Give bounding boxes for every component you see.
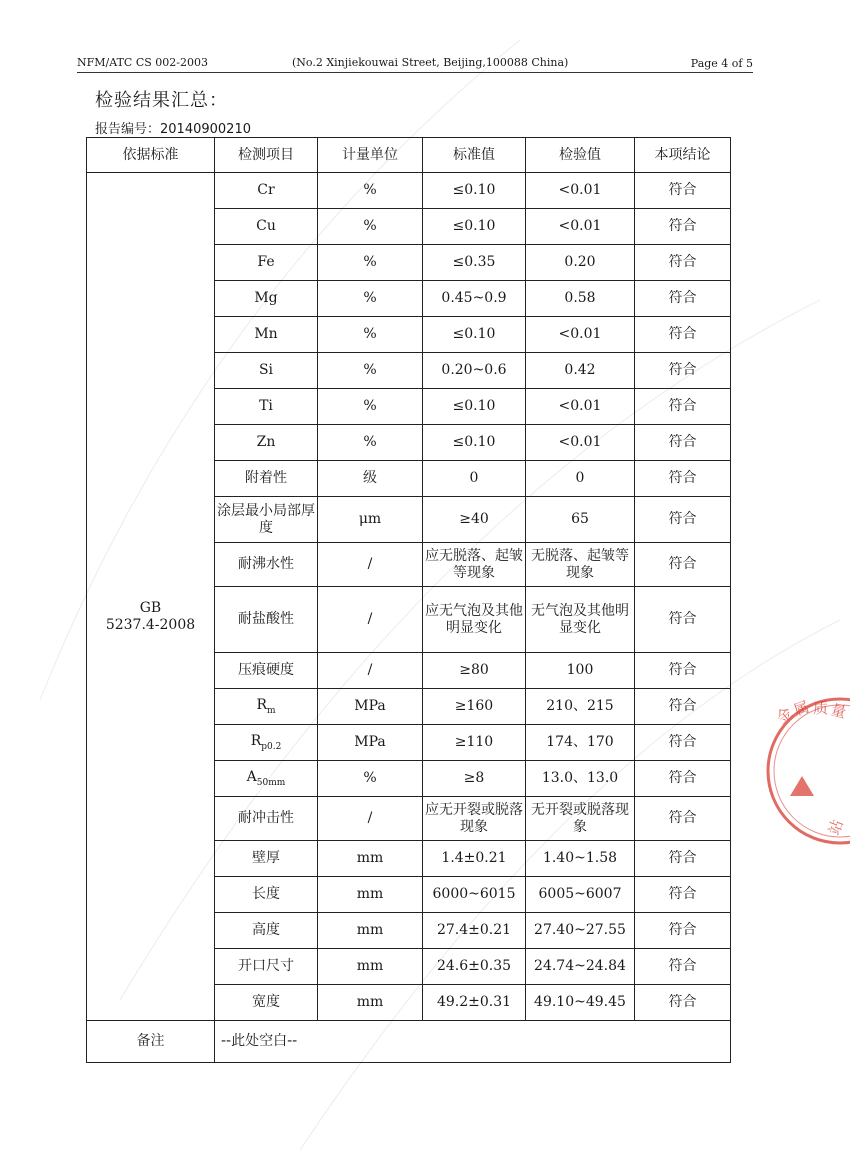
cell-test-value: 无气泡及其他明显变化: [526, 587, 635, 653]
cell-standard-value: 27.4±0.21: [423, 913, 526, 949]
cell-conclusion: 符合: [635, 689, 731, 725]
cell-item: Mn: [215, 317, 318, 353]
remark-row: [87, 1021, 731, 1063]
cell-unit: %: [318, 425, 423, 461]
cell-item: [215, 689, 318, 725]
item-symbol: A: [246, 768, 257, 785]
cell-test-value: 65: [526, 497, 635, 543]
cell-standard-value: 0.20~0.6: [423, 353, 526, 389]
cell-test-value: <0.01: [526, 317, 635, 353]
cell-unit: %: [318, 761, 423, 797]
cell-unit: %: [318, 281, 423, 317]
cell-unit: %: [318, 353, 423, 389]
cell-unit: mm: [318, 877, 423, 913]
cell-test-value: 无开裂或脱落现象: [526, 797, 635, 841]
cell-conclusion: 符合: [635, 209, 731, 245]
cell-standard-value: 应无脱落、起皱等现象: [423, 543, 526, 587]
cell-item: Si: [215, 353, 318, 389]
svg-text:量: 量: [828, 700, 849, 722]
cell-conclusion: 符合: [635, 877, 731, 913]
col-header-item: 检测项目: [215, 138, 318, 173]
cell-item: [215, 725, 318, 761]
cell-conclusion: 符合: [635, 461, 731, 497]
cell-conclusion: 符合: [635, 281, 731, 317]
cell-standard-value: ≥80: [423, 653, 526, 689]
cell-item: 壁厚: [215, 841, 318, 877]
cell-unit: /: [318, 587, 423, 653]
cell-unit: %: [318, 209, 423, 245]
cell-item: Ti: [215, 389, 318, 425]
standard-line2: 5237.4-2008: [105, 616, 196, 633]
cell-test-value: 0.20: [526, 245, 635, 281]
results-table: [86, 137, 731, 1063]
col-header-test-value: 检验值: [526, 138, 635, 173]
cell-conclusion: 符合: [635, 317, 731, 353]
cell-conclusion: 符合: [635, 543, 731, 587]
svg-text:站: 站: [824, 817, 847, 838]
cell-test-value: 0.58: [526, 281, 635, 317]
cell-item: 开口尺寸: [215, 949, 318, 985]
col-header-unit: 计量单位: [318, 138, 423, 173]
cell-conclusion: 符合: [635, 425, 731, 461]
address: (No.2 Xinjiekouwai Street, Beijing,100088 China): [292, 56, 569, 69]
item-subscript: p0.2: [261, 741, 282, 752]
cell-standard-value: ≤0.35: [423, 245, 526, 281]
cell-conclusion: 符合: [635, 173, 731, 209]
cell-item: 涂层最小局部厚度: [215, 497, 318, 543]
item-symbol: R: [250, 732, 262, 749]
report-number: 报告编号：20140900210: [95, 122, 251, 137]
cell-conclusion: 符合: [635, 949, 731, 985]
cell-standard-value: 应无开裂或脱落现象: [423, 797, 526, 841]
cell-item: Zn: [215, 425, 318, 461]
cell-standard-value: ≤0.10: [423, 425, 526, 461]
svg-text:属: 属: [791, 697, 812, 720]
cell-test-value: <0.01: [526, 389, 635, 425]
cell-test-value: <0.01: [526, 173, 635, 209]
cell-standard-value: 0: [423, 461, 526, 497]
cell-item: Cu: [215, 209, 318, 245]
cell-unit: mm: [318, 949, 423, 985]
cell-unit: MPa: [318, 689, 423, 725]
cell-test-value: 174、170: [526, 725, 635, 761]
cell-standard-value: 24.6±0.35: [423, 949, 526, 985]
cell-test-value: <0.01: [526, 209, 635, 245]
cell-standard-value: 6000~6015: [423, 877, 526, 913]
cell-conclusion: 符合: [635, 353, 731, 389]
cell-conclusion: 符合: [635, 245, 731, 281]
cell-unit: μm: [318, 497, 423, 543]
cell-item: 耐冲击性: [215, 797, 318, 841]
cell-test-value: 0: [526, 461, 635, 497]
cell-unit: %: [318, 389, 423, 425]
cell-standard-value: ≤0.10: [423, 389, 526, 425]
cell-item: 压痕硬度: [215, 653, 318, 689]
cell-test-value: 无脱落、起皱等现象: [526, 543, 635, 587]
cell-standard-value: 49.2±0.31: [423, 985, 526, 1021]
inspection-stamp: [760, 686, 850, 856]
cell-test-value: <0.01: [526, 425, 635, 461]
cell-standard-value: 1.4±0.21: [423, 841, 526, 877]
cell-test-value: 0.42: [526, 353, 635, 389]
cell-conclusion: 符合: [635, 389, 731, 425]
cell-conclusion: 符合: [635, 797, 731, 841]
cell-item: 长度: [215, 877, 318, 913]
cell-unit: mm: [318, 841, 423, 877]
item-subscript: 50mm: [256, 777, 286, 788]
page-number: Page 4 of 5: [690, 57, 753, 70]
document-header: [77, 56, 753, 73]
cell-standard-value: ≥110: [423, 725, 526, 761]
cell-unit: %: [318, 173, 423, 209]
cell-item: 高度: [215, 913, 318, 949]
cell-conclusion: 符合: [635, 985, 731, 1021]
cell-standard-value: ≥40: [423, 497, 526, 543]
cell-unit: /: [318, 797, 423, 841]
table-row: [87, 173, 731, 209]
cell-item: Mg: [215, 281, 318, 317]
cell-standard-value: ≤0.10: [423, 173, 526, 209]
cell-test-value: 13.0、13.0: [526, 761, 635, 797]
cell-item: 耐盐酸性: [215, 587, 318, 653]
cell-unit: mm: [318, 985, 423, 1021]
cell-test-value: 1.40~1.58: [526, 841, 635, 877]
cell-conclusion: 符合: [635, 841, 731, 877]
cell-conclusion: 符合: [635, 497, 731, 543]
doc-code: NFM/ATC CS 002-2003: [77, 56, 208, 69]
standard-line1: GB: [139, 599, 162, 616]
item-subscript: m: [267, 705, 276, 716]
cell-item: 耐沸水性: [215, 543, 318, 587]
cell-conclusion: 符合: [635, 725, 731, 761]
cell-test-value: 24.74~24.84: [526, 949, 635, 985]
cell-unit: /: [318, 543, 423, 587]
cell-conclusion: 符合: [635, 653, 731, 689]
cell-standard-value: 0.45~0.9: [423, 281, 526, 317]
cell-standard-value: ≤0.10: [423, 209, 526, 245]
cell-item: 宽度: [215, 985, 318, 1021]
cell-unit: MPa: [318, 725, 423, 761]
cell-test-value: 49.10~49.45: [526, 985, 635, 1021]
cell-standard-value: 应无气泡及其他明显变化: [423, 587, 526, 653]
cell-unit: /: [318, 653, 423, 689]
remark-content: --此处空白--: [215, 1021, 731, 1063]
cell-item: Cr: [215, 173, 318, 209]
cell-unit: %: [318, 245, 423, 281]
svg-text:质: 质: [813, 699, 829, 717]
cell-test-value: 27.40~27.55: [526, 913, 635, 949]
cell-test-value: 210、215: [526, 689, 635, 725]
cell-test-value: 100: [526, 653, 635, 689]
table-header-row: [87, 138, 731, 173]
col-header-standard-value: 标准值: [423, 138, 526, 173]
cell-conclusion: 符合: [635, 587, 731, 653]
cell-unit: %: [318, 317, 423, 353]
remark-label: 备注: [87, 1021, 215, 1063]
standard-cell: [87, 173, 215, 1021]
cell-standard-value: ≥8: [423, 761, 526, 797]
cell-standard-value: ≤0.10: [423, 317, 526, 353]
col-header-standard: 依据标准: [87, 138, 215, 173]
cell-test-value: 6005~6007: [526, 877, 635, 913]
col-header-conclusion: 本项结论: [635, 138, 731, 173]
cell-unit: 级: [318, 461, 423, 497]
cell-item: [215, 761, 318, 797]
item-symbol: R: [256, 696, 267, 713]
cell-standard-value: ≥160: [423, 689, 526, 725]
page-title: 检验结果汇总：: [95, 90, 228, 111]
svg-text:金: 金: [773, 703, 797, 728]
cell-item: 附着性: [215, 461, 318, 497]
cell-unit: mm: [318, 913, 423, 949]
cell-conclusion: 符合: [635, 913, 731, 949]
cell-conclusion: 符合: [635, 761, 731, 797]
cell-item: Fe: [215, 245, 318, 281]
